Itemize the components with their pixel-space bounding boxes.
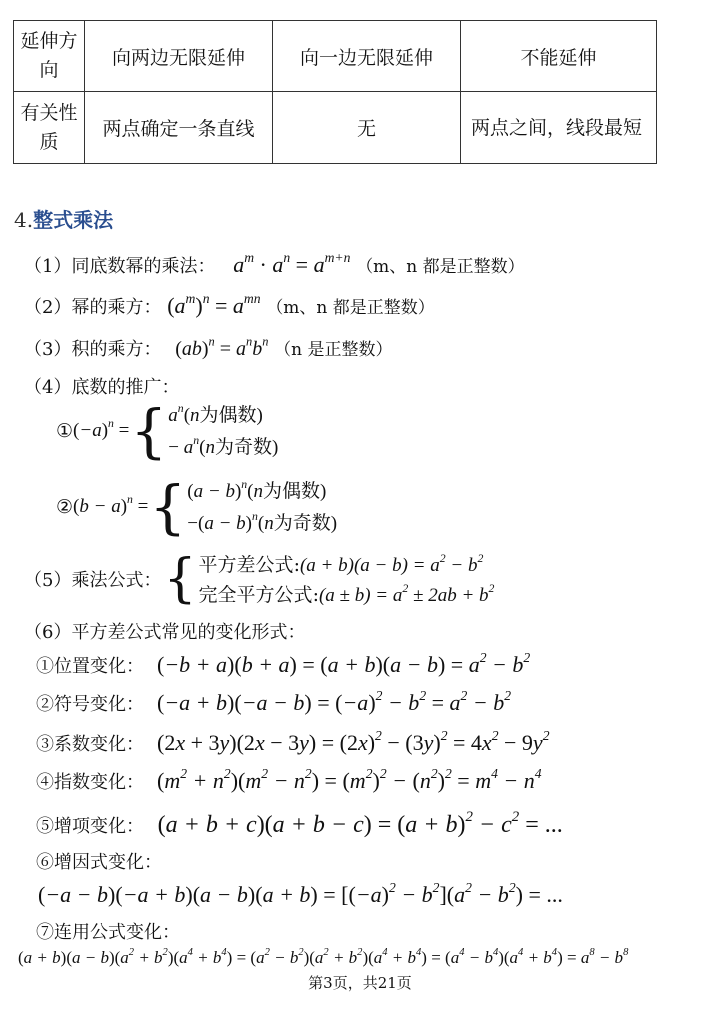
table-row [14, 92, 657, 164]
item-6: （6）平方差公式常见的变化形式： [24, 622, 306, 643]
variation-4: ④指数变化： $(m^2 + n^2)(m^2 - n^2) = (m^2)^2 - (n^2)^2 = m^4 - n^4$ [36, 765, 542, 793]
table-cell: 不能延伸 [461, 21, 657, 92]
table-cell: 两点确定一条直线 [85, 92, 273, 164]
table-cell: 两点之间，线段最短 [461, 92, 657, 164]
table-cell: 向两边无限延伸 [85, 21, 273, 92]
variation-7-formula: $(a + b)(a - b)(a^2 + b^2)(a^4 + b^4) = (a^2 - b^2)(a^2 + b^2)(a^4 + b^4) = (a^4 - b^4)(a^4 + b^4) = a^8 - b^8$ [18, 947, 629, 967]
case-formula-2: ② $(b - a)^n$ = { $(a - b)^n(n$为偶数) $-(a - b)^n(n$为奇数) [56, 473, 338, 541]
formula: $a^m \cdot a^n = a^{m+n}$ [233, 249, 351, 277]
comparison-table [13, 20, 657, 164]
table-row [14, 21, 657, 92]
formula: $(a^m)^n = a^{mn}$ [167, 290, 261, 318]
section-title [14, 204, 113, 233]
section-number: 4. [14, 208, 34, 232]
variation-6-formula: $(-a - b)(-a + b)(a - b)(a + b) = [(-a)^2 - b^2](a^2 - b^2)$ = ... [38, 879, 563, 907]
variation-5: ⑤增项变化： $(a + b + c)(a + b - c) = (a + b)^2 - c^2$ = ... [36, 808, 563, 838]
table-cell: 向一边无限延伸 [273, 21, 461, 92]
row-header: 延伸方向 [14, 21, 85, 92]
variation-2: ②符号变化： $(-a + b)(-a - b) = (-a)^2 - b^2 = a^2 - b^2$ [36, 687, 512, 715]
item-1: （1）同底数幂的乘法： $a^m \cdot a^n = a^{m+n}$ （m、n 都是正整数） [24, 249, 525, 277]
item-3: （3）积的乘方： $(ab)^n = a^nb^n$ （n 是正整数） [24, 334, 393, 360]
row-header: 有关性质 [14, 92, 85, 164]
item-5: （5）乘法公式： { 平方差公式:(a + $b)(a - b) = a^2 - b^2$ 完全平方公式:(a ± $b) = a^2 \pm 2ab + b^2$ [24, 549, 495, 609]
item-2: （2）幂的乘方： $(a^m)^n = a^{mn}$ （m、n 都是正整数） [24, 290, 435, 318]
section-title-text: 整式乘法 [33, 208, 114, 232]
variation-3: ③系数变化： $(2x + 3y)(2x - 3y) = (2x)^2 - (3y)^2 = 4x^2 - 9y^2$ [36, 727, 550, 755]
table-cell: 无 [273, 92, 461, 164]
page-footer: 第3页，共21页 [308, 974, 412, 992]
item-4: （4）底数的推广： [24, 377, 180, 398]
formula: $(ab)^n = a^nb^n$ [175, 334, 269, 360]
variation-7: ⑦连用公式变化： [36, 922, 180, 943]
variation-1: ①位置变化： $(-b + a)(b + a) = (a + b)(a - b) = a^2 - b^2$ [36, 649, 531, 677]
case-formula-1: ① $(-a)^n$ = { $a^n(n$为偶数) − $a^n(n$为奇数) [56, 397, 279, 465]
variation-6: ⑥增因式变化： [36, 852, 162, 873]
